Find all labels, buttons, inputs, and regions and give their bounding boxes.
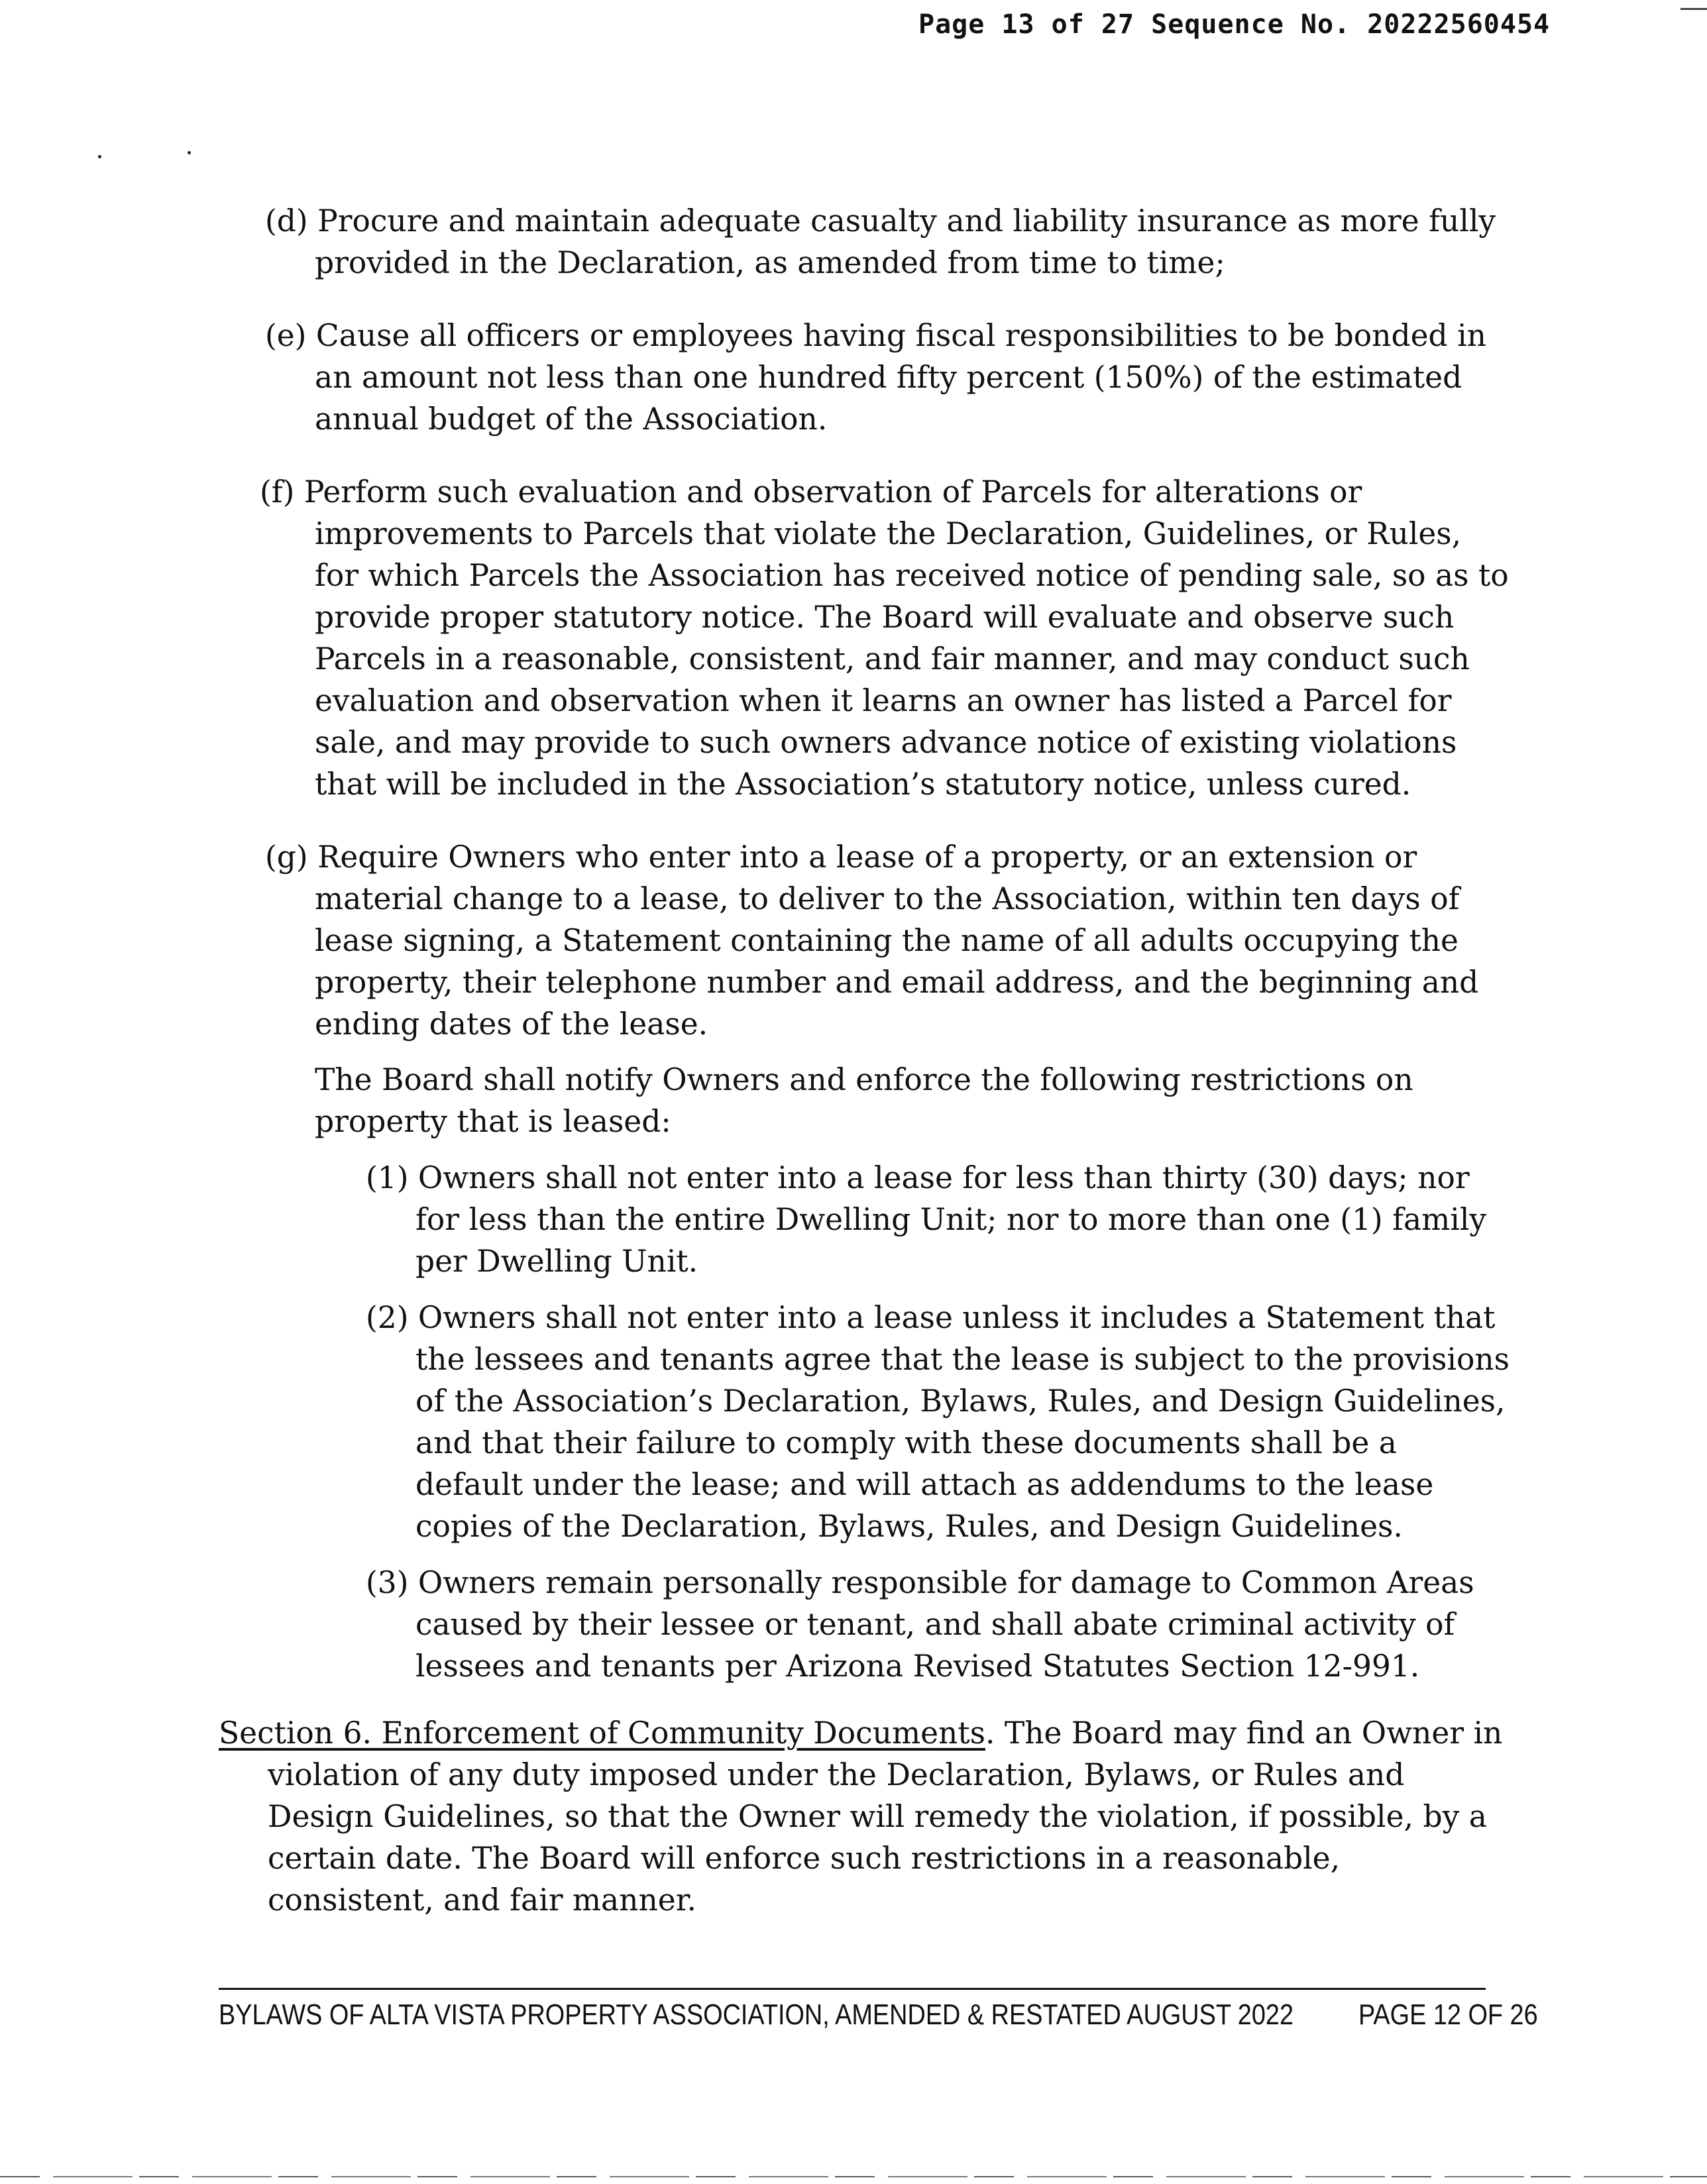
subitem-label: (2) [366, 1300, 409, 1335]
item-label: (f) [260, 474, 295, 510]
section-6 [219, 1712, 1511, 1921]
item-e [265, 315, 1511, 440]
subitem-label: (1) [366, 1160, 409, 1195]
item-d [265, 200, 1511, 284]
lease-restriction-1 [366, 1157, 1511, 1282]
subitem-text: Owners remain personally responsible for damage to Common Areas caused by their lessee or tenant, and shall abate criminal activity of lessees and tenants per Arizona Revised Statutes Section 12-991. [415, 1565, 1474, 1684]
item-label: (g) [265, 840, 308, 875]
item-label: (d) [265, 203, 308, 239]
scan-bottom-edge [0, 2176, 1707, 2177]
footer-rule [219, 1988, 1486, 1990]
recording-stamp: Page 13 of 27 Sequence No. 20222560454 [918, 9, 1551, 40]
subitem-text: Owners shall not enter into a lease for less than thirty (30) days; nor for less than the entire Dwelling Unit; nor to more than one (1) family per Dwelling Unit. [415, 1160, 1487, 1279]
section-heading: Section 6. Enforcement of Community Documents [219, 1716, 985, 1751]
footer-title: BYLAWS OF ALTA VISTA PROPERTY ASSOCIATION, AMENDED & RESTATED AUGUST 2022 [219, 1998, 1294, 2031]
item-label: (e) [265, 318, 307, 353]
subitem-label: (3) [366, 1565, 409, 1600]
scan-speck [188, 151, 191, 154]
item-text: Require Owners who enter into a lease of a property, or an extension or material change to a lease, to deliver to the Association, within ten days of lease signing, a Statement containing the name of all adults occupying the property, their telephone number and email address, and the beginning and ending dates of the lease. [315, 840, 1479, 1042]
section-text: . The Board may find an Owner in violation of any duty imposed under the Declaration, Bylaws, or Rules and Design Guidelines, so that the Owner will remedy the violation, if possible, by a certain date. The Board will enforce such restrictions in a reasonable, consistent, and fair manner. [268, 1716, 1503, 1918]
item-g [265, 836, 1511, 1045]
item-text: Perform such evaluation and observation of Parcels for alterations or improvements to Parcels that violate the Declaration, Guidelines, or Rules, for which Parcels the Association has received notice of pending sale, so as to provide proper statutory notice. The Board will evaluate and observe such Parcels in a reasonable, consistent, and fair manner, and may conduct such evaluation and observation when it learns an owner has listed a Parcel for sale, and may provide to such owners advance notice of existing violations that will be included in the Association’s statutory notice, unless cured. [303, 474, 1509, 802]
lease-intro: The Board shall notify Owners and enforce the following restrictions on property that is leased: [315, 1062, 1413, 1139]
item-f [260, 471, 1511, 805]
document-body [219, 200, 1511, 1921]
footer-page-number: PAGE 12 OF 26 [1358, 1998, 1538, 2031]
item-text: Cause all officers or employees having fiscal responsibilities to be bonded in an amount not less than one hundred fifty percent (150%) of the estimated annual budget of the Association. [315, 318, 1486, 437]
subitem-text: Owners shall not enter into a lease unless it includes a Statement that the lessees and tenants agree that the lease is subject to the provisions of the Association’s Declaration, Bylaws, Rules, and Design Guidelines, and that their failure to comply with these documents shall be a default under the lease; and will attach as addendums to the lease copies of the Declaration, Bylaws, Rules, and Design Guidelines. [415, 1300, 1510, 1544]
item-text: Procure and maintain adequate casualty and liability insurance as more fully provided in the Declaration, as amended from time to time; [315, 203, 1496, 280]
lease-restriction-3 [366, 1562, 1511, 1687]
scan-corner-mark [1680, 8, 1707, 10]
scan-speck [98, 155, 101, 158]
lease-restriction-2 [366, 1297, 1511, 1547]
